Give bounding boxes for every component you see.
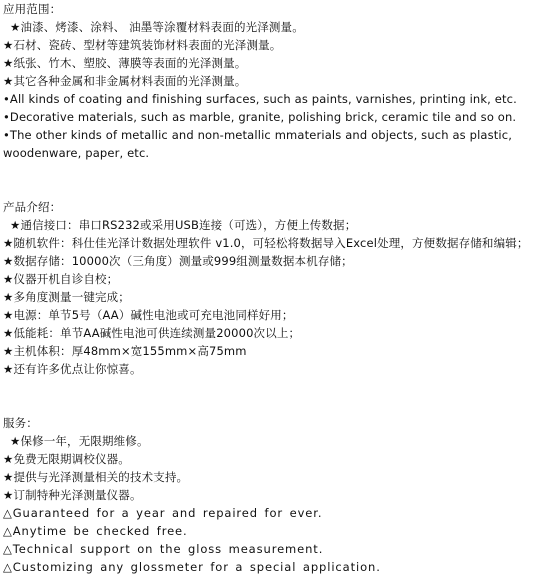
product-item: ★多角度测量一键完成； bbox=[3, 290, 130, 304]
service-heading: 服务： bbox=[3, 416, 38, 430]
product-item: ★仪器开机自诊自校； bbox=[3, 272, 119, 286]
application-item: ★纸张、竹木、塑胶、薄膜等表面的光泽测量。 bbox=[3, 56, 247, 70]
product-item: ★电源：单节5号（AA）碱性电池或可充电池同样好用； bbox=[3, 308, 294, 322]
application-item: ★石材、瓷砖、型材等建筑装饰材料表面的光泽测量。 bbox=[3, 38, 282, 52]
service-item: ★免费无限期调校仪器。 bbox=[3, 452, 130, 466]
service-item: ★提供与光泽测量相关的技术支持。 bbox=[3, 470, 189, 484]
application-item-en: •The other kinds of metallic and non-metallic mmaterials and objects, such as plastic, bbox=[3, 128, 513, 142]
product-item: ★主机体积：厚48mm×宽155mm×高75mm bbox=[3, 344, 247, 358]
application-item: ★其它各种金属和非金属材料表面的光泽测量。 bbox=[3, 74, 247, 88]
section-spacer bbox=[3, 396, 548, 414]
service-item-en: △Technical support on the gloss measurement. bbox=[3, 542, 324, 556]
application-item-en-continued: woodenware, paper, etc. bbox=[3, 146, 150, 160]
service-item: ★订制特种光泽测量仪器。 bbox=[3, 488, 142, 502]
product-item: ★数据存储：10000次（三角度）测量或999组测量数据本机存储； bbox=[3, 254, 353, 268]
applications-heading: 应用范围： bbox=[3, 2, 62, 16]
service-item-en: △Guaranteed for a year and repaired for ever. bbox=[3, 506, 323, 520]
application-item-en: •All kinds of coating and finishing surfaces, such as paints, varnishes, printing ink, etc. bbox=[3, 92, 517, 106]
document-body bbox=[3, 0, 548, 576]
product-item: ★低能耗：单节AA碱性电池可供连续测量20000次以上； bbox=[3, 326, 301, 340]
product-item: ★随机软件：科仕佳光泽计数据处理软件 v1.0，可轻松将数据导入Excel处理，方便数据存储和编辑； bbox=[3, 236, 529, 250]
section-spacer bbox=[3, 180, 548, 198]
product-item: ★通信接口：串口RS232或采用USB连接（可选），方便上传数据； bbox=[10, 218, 357, 232]
service-item: ★保修一年，无限期维修。 bbox=[10, 434, 149, 448]
service-item-en: △Customizing any glossmeter for a special application. bbox=[3, 560, 381, 574]
section-spacer bbox=[3, 378, 548, 396]
application-item: ★油漆、烤漆、涂料、 油墨等涂覆材料表面的光泽测量。 bbox=[10, 20, 304, 34]
product-item: ★还有许多优点让你惊喜。 bbox=[3, 362, 142, 376]
section-spacer bbox=[3, 162, 548, 180]
service-item-en: △Anytime be checked free. bbox=[3, 524, 188, 538]
application-item-en: •Decorative materials, such as marble, granite, polishing brick, ceramic tile and so on. bbox=[3, 110, 517, 124]
product-heading: 产品介绍： bbox=[3, 200, 62, 214]
